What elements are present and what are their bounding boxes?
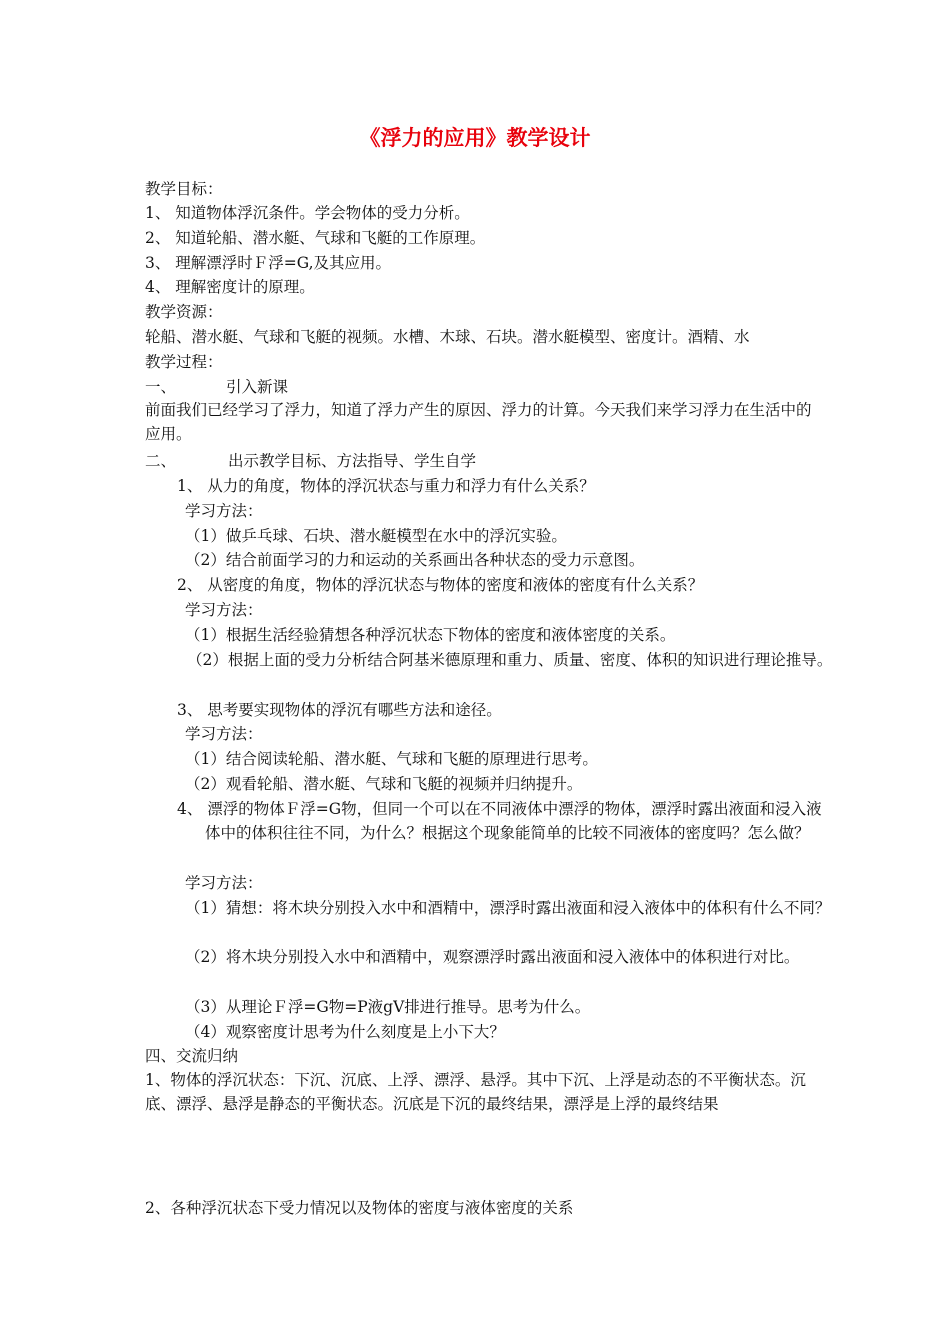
section-1-heading: [145, 376, 288, 398]
method-label: 学习方法：: [185, 601, 263, 619]
section-2-number: 二、: [145, 452, 177, 470]
section-1-text: 前面我们已经学习了浮力，知道了浮力产生的原因、浮力的计算。今天我们来学习浮力在生活中的应用。: [145, 401, 812, 443]
section-2-heading: [145, 450, 476, 472]
page-title: 《浮力的应用》教学设计: [359, 125, 591, 150]
resources-text: 轮船、潜水艇、气球和飞艇的视频。水槽、木球、石块。潜水艇模型、密度计。酒精、水: [145, 328, 750, 346]
method-item: （2）结合前面学习的力和运动的关系画出各种状态的受力示意图。: [185, 551, 645, 569]
goal-item: 1、 知道物体浮沉条件。学会物体的受力分析。: [145, 204, 470, 222]
section-1-number: 一、: [145, 378, 177, 396]
resources-heading: 教学资源：: [145, 303, 223, 321]
method-label: 学习方法：: [185, 502, 263, 520]
method-item: （1）结合阅读轮船、潜水艇、气球和飞艇的原理进行思考。: [185, 750, 598, 768]
summary-item: 1、物体的浮沉状态：下沉、沉底、上浮、漂浮、悬浮。其中下沉、上浮是动态的不平衡状态。沉底、漂浮、悬浮是静态的平衡状态。沉底是下沉的最终结果，漂浮是上浮的最终结果: [145, 1071, 806, 1113]
method-item: （1）做乒乓球、石块、潜水艇模型在水中的浮沉实验。: [185, 527, 567, 545]
question-4: 4、 漂浮的物体Ｆ浮=G物，但同一个可以在不同液体中漂浮的物体，漂浮时露出液面和浸入液体中的体积往往不同，为什么？根据这个现象能简单的比较不同液体的密度吗？怎么做？: [177, 800, 822, 842]
method-item: （2）根据上面的受力分析结合阿基米德原理和重力、质量、密度、体积的知识进行理论推导。: [187, 651, 833, 669]
goal-item: 2、 知道轮船、潜水艇、气球和飞艇的工作原理。: [145, 229, 486, 247]
section-1-title: 引入新课: [226, 378, 289, 396]
goal-item: 4、 理解密度计的原理。: [145, 278, 315, 296]
question-1: 1、 从力的角度，物体的浮沉状态与重力和浮力有什么关系？: [177, 477, 595, 495]
question-2: 2、 从密度的角度，物体的浮沉状态与物体的密度和液体的密度有什么关系？: [177, 576, 704, 594]
method-item: （4）观察密度计思考为什么刻度是上小下大？: [185, 1023, 505, 1041]
method-item: （1）根据生活经验猜想各种浮沉状态下物体的密度和液体密度的关系。: [185, 626, 676, 644]
section-2-title: 出示教学目标、方法指导、学生自学: [228, 452, 477, 470]
method-item: （1）猜想：将木块分别投入水中和酒精中，漂浮时露出液面和浸入液体中的体积有什么不同？: [185, 899, 831, 917]
method-item: （2）观看轮船、潜水艇、气球和飞艇的视频并归纳提升。: [185, 775, 583, 793]
method-label: 学习方法：: [185, 725, 263, 743]
section-4-heading: 四、交流归纳: [145, 1047, 239, 1065]
goal-item: 3、 理解漂浮时Ｆ浮=G,及其应用。: [145, 254, 392, 272]
goals-heading: 教学目标：: [145, 180, 223, 198]
method-item: （2）将木块分别投入水中和酒精中，观察漂浮时露出液面和浸入液体中的体积进行对比。: [185, 948, 800, 966]
process-heading: 教学过程：: [145, 353, 223, 371]
summary-item: 2、各种浮沉状态下受力情况以及物体的密度与液体密度的关系: [145, 1199, 574, 1217]
method-label: 学习方法：: [185, 874, 263, 892]
method-item: （3）从理论Ｆ浮=G物=P液gV排进行推导。思考为什么。: [185, 998, 591, 1016]
question-3: 3、 思考要实现物体的浮沉有哪些方法和途径。: [177, 701, 502, 719]
